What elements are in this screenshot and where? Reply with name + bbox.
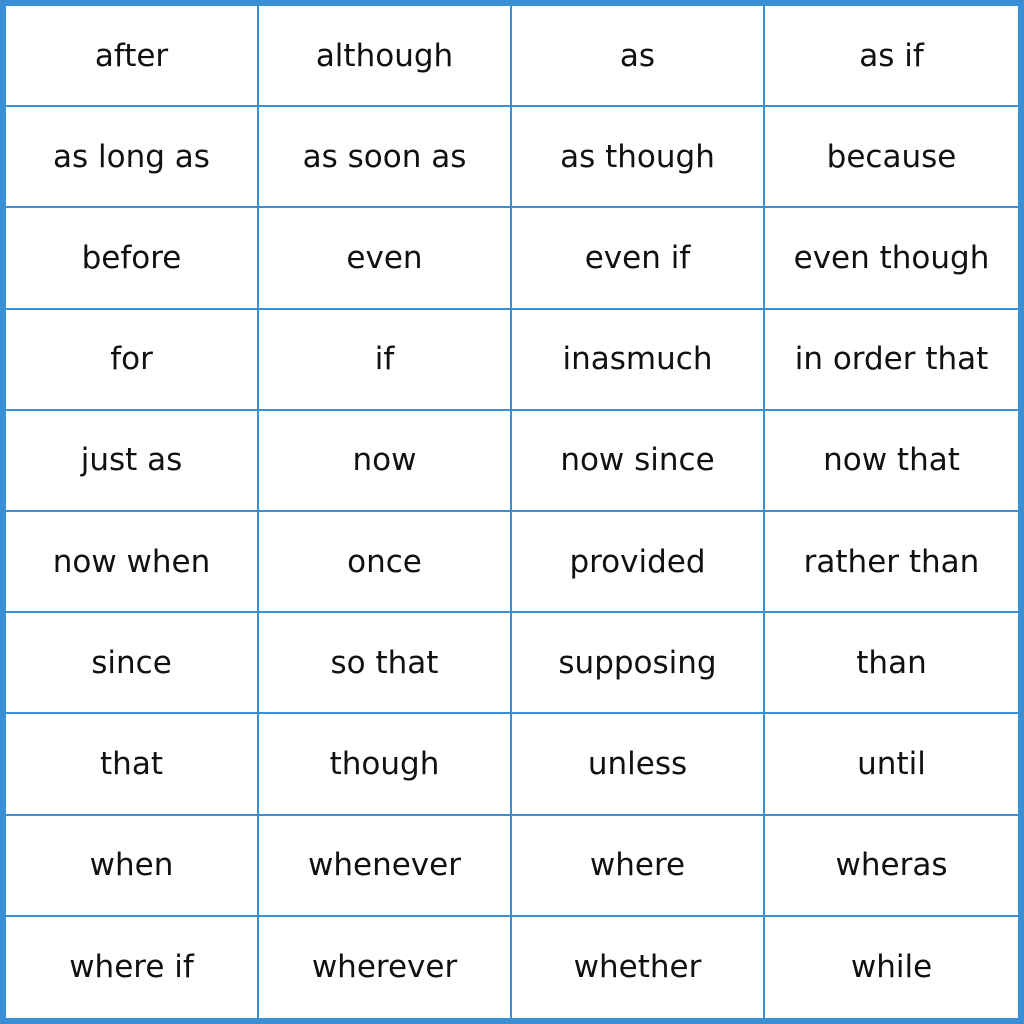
table-cell: wherever: [259, 917, 512, 1018]
table-cell: whether: [512, 917, 765, 1018]
table-cell: rather than: [765, 512, 1018, 613]
table-cell: that: [6, 714, 259, 815]
table-cell: though: [259, 714, 512, 815]
table-cell: if: [259, 310, 512, 411]
table-cell: now: [259, 411, 512, 512]
table-cell: as long as: [6, 107, 259, 208]
table-cell: now when: [6, 512, 259, 613]
table-cell: until: [765, 714, 1018, 815]
table-cell: since: [6, 613, 259, 714]
table-cell: where if: [6, 917, 259, 1018]
table-cell: when: [6, 816, 259, 917]
table-cell: for: [6, 310, 259, 411]
table-cell: so that: [259, 613, 512, 714]
table-cell: even though: [765, 208, 1018, 309]
table-cell: even if: [512, 208, 765, 309]
table-cell: than: [765, 613, 1018, 714]
table-cell: after: [6, 6, 259, 107]
table-cell: although: [259, 6, 512, 107]
table-cell: supposing: [512, 613, 765, 714]
table-cell: in order that: [765, 310, 1018, 411]
table-cell: once: [259, 512, 512, 613]
table-cell: unless: [512, 714, 765, 815]
table-cell: whenever: [259, 816, 512, 917]
table-cell: where: [512, 816, 765, 917]
table-cell: now since: [512, 411, 765, 512]
table-cell: just as: [6, 411, 259, 512]
table-cell: as if: [765, 6, 1018, 107]
table-cell: as: [512, 6, 765, 107]
table-cell: before: [6, 208, 259, 309]
table-cell: wheras: [765, 816, 1018, 917]
table-cell: inasmuch: [512, 310, 765, 411]
word-table: [6, 6, 1018, 1018]
table-cell: as soon as: [259, 107, 512, 208]
table-cell: provided: [512, 512, 765, 613]
table-cell: now that: [765, 411, 1018, 512]
table-cell: as though: [512, 107, 765, 208]
table-cell: even: [259, 208, 512, 309]
table-cell: while: [850, 949, 933, 986]
table-cell: because: [765, 107, 1018, 208]
